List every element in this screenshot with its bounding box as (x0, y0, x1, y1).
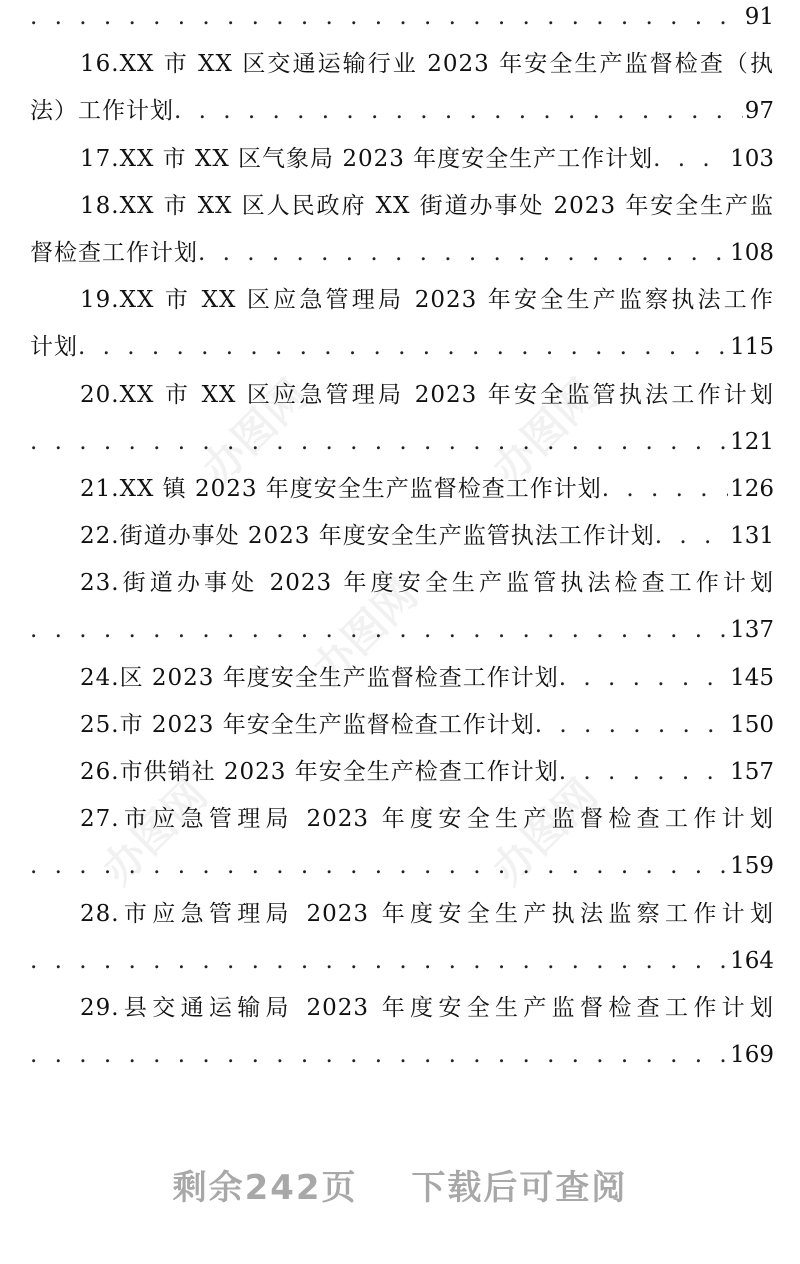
toc-page-number: 169 (730, 1042, 774, 1069)
toc-entry-16-line-2[interactable]: 法）工作计划 . . . 97 (30, 88, 774, 135)
remaining-pages-text: 剩余242页 (172, 1168, 358, 1208)
table-of-contents (30, 0, 774, 1079)
toc-entry-27-line-2[interactable] (30, 843, 774, 890)
dot-leader (30, 843, 728, 890)
toc-page-number: 115 (730, 334, 774, 361)
toc-page-number: 121 (730, 428, 774, 455)
toc-entry-17[interactable]: 17.XX 市 XX 区气象局 2023 年度安全生产工作计划 . . . 103 (30, 136, 774, 183)
watermark: 办图网 (482, 369, 607, 494)
watermark: 办图网 (302, 569, 427, 694)
toc-page-number: 97 (744, 98, 774, 125)
toc-page-number: 150 (730, 711, 774, 738)
dot-leader (30, 607, 728, 654)
toc-entry-20-line-2[interactable] (30, 419, 774, 466)
toc-entry-21[interactable]: 21.XX 镇 2023 年度安全生产监督检查工作计划 . . . 126 (30, 466, 774, 513)
dot-leader (655, 513, 728, 560)
dot-leader (559, 749, 728, 796)
toc-entry-29-line-1[interactable]: 29.县交通运输局 2023 年度安全生产监督检查工作计划 (80, 994, 774, 1021)
dot-leader (535, 702, 728, 749)
toc-entry-19-line-2[interactable]: 计划 . . . 115 (30, 324, 774, 371)
toc-page-number: 137 (730, 617, 774, 644)
toc-page-number: 103 (730, 145, 774, 172)
toc-entry-25[interactable]: 25.市 2023 年安全生产监督检查工作计划 . . . 150 (30, 702, 774, 749)
toc-entry-22[interactable]: 22.街道办事处 2023 年度安全生产监管执法工作计划 . . . 131 (30, 513, 774, 560)
toc-entry-23-line-1[interactable]: 23.街道办事处 2023 年度安全生产监管执法检查工作计划 (80, 570, 774, 597)
dot-leader (174, 88, 743, 135)
toc-page-number: 164 (730, 947, 774, 974)
toc-entry-19-line-1[interactable]: 19.XX 市 XX 区应急管理局 2023 年安全生产监察执法工作 (80, 287, 774, 314)
remaining-pages-notice (0, 1160, 800, 1209)
toc-page-number: 126 (730, 475, 774, 502)
toc-entry-24[interactable]: 24.区 2023 年度安全生产监督检查工作计划 . . . 145 (30, 655, 774, 702)
toc-entry-26[interactable]: 26.市供销社 2023 年安全生产检查工作计划 . . . 157 (30, 749, 774, 796)
toc-entry-18-line-1[interactable]: 18.XX 市 XX 区人民政府 XX 街道办事处 2023 年安全生产监 (80, 192, 774, 219)
dot-leader (30, 938, 728, 985)
watermark: 办图网 (192, 369, 317, 494)
dot-leader (30, 419, 728, 466)
dot-leader (559, 655, 728, 702)
watermark: 办图网 (482, 769, 607, 894)
dot-leader (30, 1032, 728, 1079)
toc-page-number: 131 (730, 523, 774, 550)
toc-page-number: 159 (730, 853, 774, 880)
toc-entry-28-line-1[interactable]: 28.市应急管理局 2023 年度安全生产执法监察工作计划 (80, 900, 774, 927)
download-hint-text: 下载后可查阅 (411, 1168, 628, 1208)
toc-page-number: 108 (730, 239, 774, 266)
dot-leader (602, 466, 728, 513)
toc-continuation-line (30, 0, 774, 41)
toc-page-number: 91 (744, 4, 774, 30)
toc-entry-28-line-2[interactable] (30, 938, 774, 985)
toc-entry-29-line-2[interactable] (30, 1032, 774, 1079)
dot-leader (30, 0, 743, 41)
dot-leader (653, 136, 728, 183)
dot-leader (198, 230, 728, 277)
toc-entry-16-line-1[interactable]: 16.XX 市 XX 区交通运输行业 2023 年安全生产监督检查（执 (80, 51, 774, 78)
toc-entry-23-line-2[interactable] (30, 607, 774, 654)
toc-entry-20-line-1[interactable]: 20.XX 市 XX 区应急管理局 2023 年安全监管执法工作计划 (80, 381, 774, 408)
watermark: 办图网 (92, 769, 217, 894)
toc-page-number: 157 (730, 759, 774, 785)
dot-leader (78, 324, 728, 371)
toc-page-number: 145 (730, 664, 774, 691)
toc-entry-18-line-2[interactable]: 督检查工作计划 . . . 108 (30, 230, 774, 277)
toc-entry-27-line-1[interactable]: 27.市应急管理局 2023 年度安全生产监督检查工作计划 (80, 806, 774, 833)
